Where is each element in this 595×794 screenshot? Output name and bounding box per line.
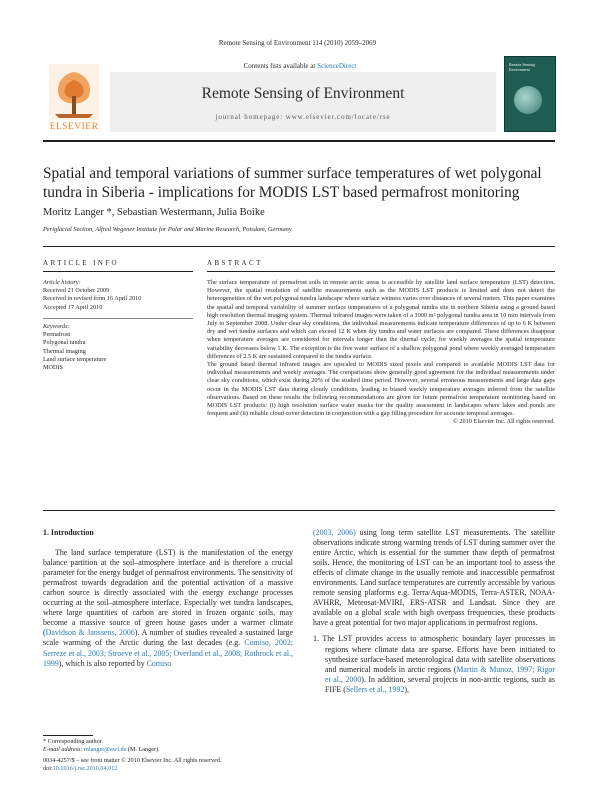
email-label: E-mail address:: [43, 746, 85, 753]
cover-globe-graphic: [514, 86, 542, 114]
author-affiliation: Periglacial Section, Alfred Wegener Institute for Polar and Marine Research, Potsdam, Germany: [43, 226, 292, 233]
section-heading: 1. Introduction: [43, 528, 94, 537]
header-rule: [43, 140, 555, 142]
footnote: * Corresponding author. E-mail address: mlanger@awi.de (M. Langer).: [43, 738, 293, 754]
imprint: [43, 757, 343, 773]
abstract-paragraph: The surface temperature of permafrost soils in remote arctic areas is accessible by satellite land surface temperature (LST) detection. However, the spatial resolution of satellite measurements such as the MODIS LST products is limited and does not detect the heterogeneities of the wet polygonal tundra landscape where surface wetness varies over distances of several meters. This paper examines the spatial and temporal variability of summer surface temperatures of a polygonal tundra site in northern Siberia using a ground based high resolution thermal imaging system. Thermal infrared images were taken of a 1000 m² polygonal tundra area in 10 min intervals from July to September 2008. Under clear sky conditions, the individual measurements indicate temperature differences of up to 6 K between dry and wet tundra surfaces and which can exceed 12 K when dry tundra and water surfaces are compared. These differences disappear when temperature averages are considered for intervals longer than the diurnal cycle; for weekly averages the spatial temperature variability decreases below 1 K. The exception is the free water surface of a shallow polygonal pond where weekly averaged temperature differences of 2.5 K are sustained compared to the tundra surface.: [207, 279, 555, 360]
keyword: Land surface temperature: [43, 355, 107, 363]
citation-link[interactable]: Comiso: [146, 658, 172, 668]
citation-link[interactable]: Comiso, 2002; Serreze et al., 2003; Stroeve et al., 2005; Overland et al., 2008; Rothrock et al., 1999: [43, 638, 293, 668]
keywords-rule: [43, 318, 193, 319]
body-right-column: [313, 528, 555, 695]
keyword: Permafrost: [43, 331, 71, 339]
received-date: Received 21 October 2009: [43, 287, 110, 295]
contents-prefix: Contents lists available at: [243, 62, 318, 70]
homepage-label: journal homepage:: [215, 113, 286, 121]
citation-link[interactable]: (2003, 2006): [313, 528, 356, 537]
article-info-heading: ARTICLE INFO: [43, 259, 120, 267]
article-history: [43, 279, 193, 312]
abstract-body: [207, 279, 555, 427]
email-link[interactable]: mlanger@awi.de: [84, 746, 127, 753]
citation-link[interactable]: Martin & Munoz, 1997; Rigor et al., 2000: [325, 664, 555, 684]
abstract-heading: ABSTRACT: [207, 259, 263, 267]
keywords-block: [43, 323, 193, 372]
elsevier-wordmark: ELSEVIER: [49, 122, 99, 132]
keyword: Polygonal tundra: [43, 339, 86, 347]
citation-link[interactable]: Sellers et al., 1992: [345, 684, 405, 694]
footnote-rule: [43, 735, 93, 736]
contents-line: [160, 62, 440, 70]
keywords-label: Keywords:: [43, 323, 70, 330]
article-info-rule: [43, 271, 193, 272]
citation-link[interactable]: Davidson & Janssens, 2006: [45, 628, 135, 638]
abstract-rule: [207, 271, 555, 272]
article-title: Spatial and temporal variations of summer surface temperatures of wet polygonal tundra in Siberia - implications for MODIS LST based permafrost monitoring: [43, 165, 542, 201]
intro-paragraph: The land surface temperature (LST) is the manifestation of the energy balance partition at the soil–atmosphere interface and is therefore a crucial parameter for the energy budget of permafrost environments. The sensitivity of permafrost towards degradation and the potential activation of a massive carbon source is directly associated with the energy exchange processes occurring at the soil–atmosphere interface. Especially wet tundra landscapes, where large quantities of carbon are stored in frozen organic soils, may become a massive source of green house gases under a warmer climate (Davidson & Janssens, 2006). A number of studies revealed a sustained large scale warming of the Arctic during the last decades (e.g. Comiso, 2002; Serreze et al., 2003; Stroeve et al., 2005; Overland et al., 2008; Rothrock et al., 1999), which is also reported by Comiso: [43, 548, 293, 668]
corresponding-author-note: * Corresponding author.: [43, 738, 103, 745]
sciencedirect-link[interactable]: ScienceDirect: [317, 62, 357, 70]
title-rule: [43, 246, 555, 247]
keyword: MODIS: [43, 364, 63, 372]
body-left-column: [43, 528, 293, 669]
copyright-notice: © 2010 Elsevier Inc. All rights reserved.: [452, 418, 555, 426]
journal-title: Remote Sensing of Environment: [201, 85, 405, 102]
doi-link[interactable]: 10.1016/j.rse.2010.04.012: [52, 765, 118, 772]
keyword: Thermal imaging: [43, 347, 86, 355]
article-authors: Moritz Langer *, Sebastian Westermann, Julia Boike: [43, 207, 265, 218]
homepage-link[interactable]: www.elsevier.com/locate/rse: [285, 113, 391, 121]
history-label: Article history:: [43, 279, 81, 286]
abstract-bottom-rule: [43, 510, 555, 511]
journal-homepage: [110, 113, 496, 121]
intro-paragraph-continued: (2003, 2006) using long term satellite LST measurements. The satellite observations indicate strong warming trends of LST during summer over the entire Arctic, which is essential for the summer thaw depth of permafrost soils. Hence, the monitoring of LST can be an important tool to assess the effects of climate change in the usually remote and inaccessible permafrost environments. Land surface temperatures are currently accessible by various remote sensing platforms e.g. Terra/Aqua-MODIS, Terra-ASTER, NOAA-AVHRR, Meteosat-MVIRI, ERS-ATSR and Landsat. Since they are available on a global scale with high overpass frequencies, these products have a great potential for two major applications in permafrost regions.: [313, 528, 555, 628]
numbered-list-item: 1. The LST provides access to atmospheric boundary layer processes in regions where climate data are sparse. Efforts have been initiated to synthesize surface-based meteorological data with satellite observations and numerical models in arctic regions (Martin & Munoz, 1997; Rigor et al., 2000). In addition, several projects in non-arctic regions, such as FIFE (Sellers et al., 1992),: [313, 634, 555, 694]
doi-label: doi:: [43, 765, 53, 772]
front-matter-line: 0034-4257/$ – see front matter © 2010 Elsevier Inc. All rights reserved.: [43, 757, 222, 764]
journal-citation: Remote Sensing of Environment 114 (2010) 2059–2069: [218, 39, 377, 47]
accepted-date: Accepted 17 April 2010: [43, 303, 103, 311]
abstract-paragraph: The ground based thermal infrared images are upscaled to MODIS sized pixels and compared to available MODIS LST data for individual measurements and weekly averages. The comparisons show generally good agreement for the individual measurements under clear sky conditions, which exist during 20% of the studied time period. However, several erroneous measurements and large data gaps occur in the MODIS LST data during cloudy conditions, leading to biased weekly temperature averages inferred from the satellite observations. Based on these results the following recommendations are given for future permafrost temperature monitoring based on MODIS LST products: (i) high resolution surface water masks for the quality assessment in landscapes where lakes and ponds are frequent and (ii) reliable cloud cover detection in conjunction with a gap filling procedure for accurate temporal averages.: [207, 361, 555, 418]
revised-date: Received in revised form 16 April 2010: [43, 295, 142, 303]
journal-cover-title: Remote Sensing Environment: [509, 62, 536, 72]
